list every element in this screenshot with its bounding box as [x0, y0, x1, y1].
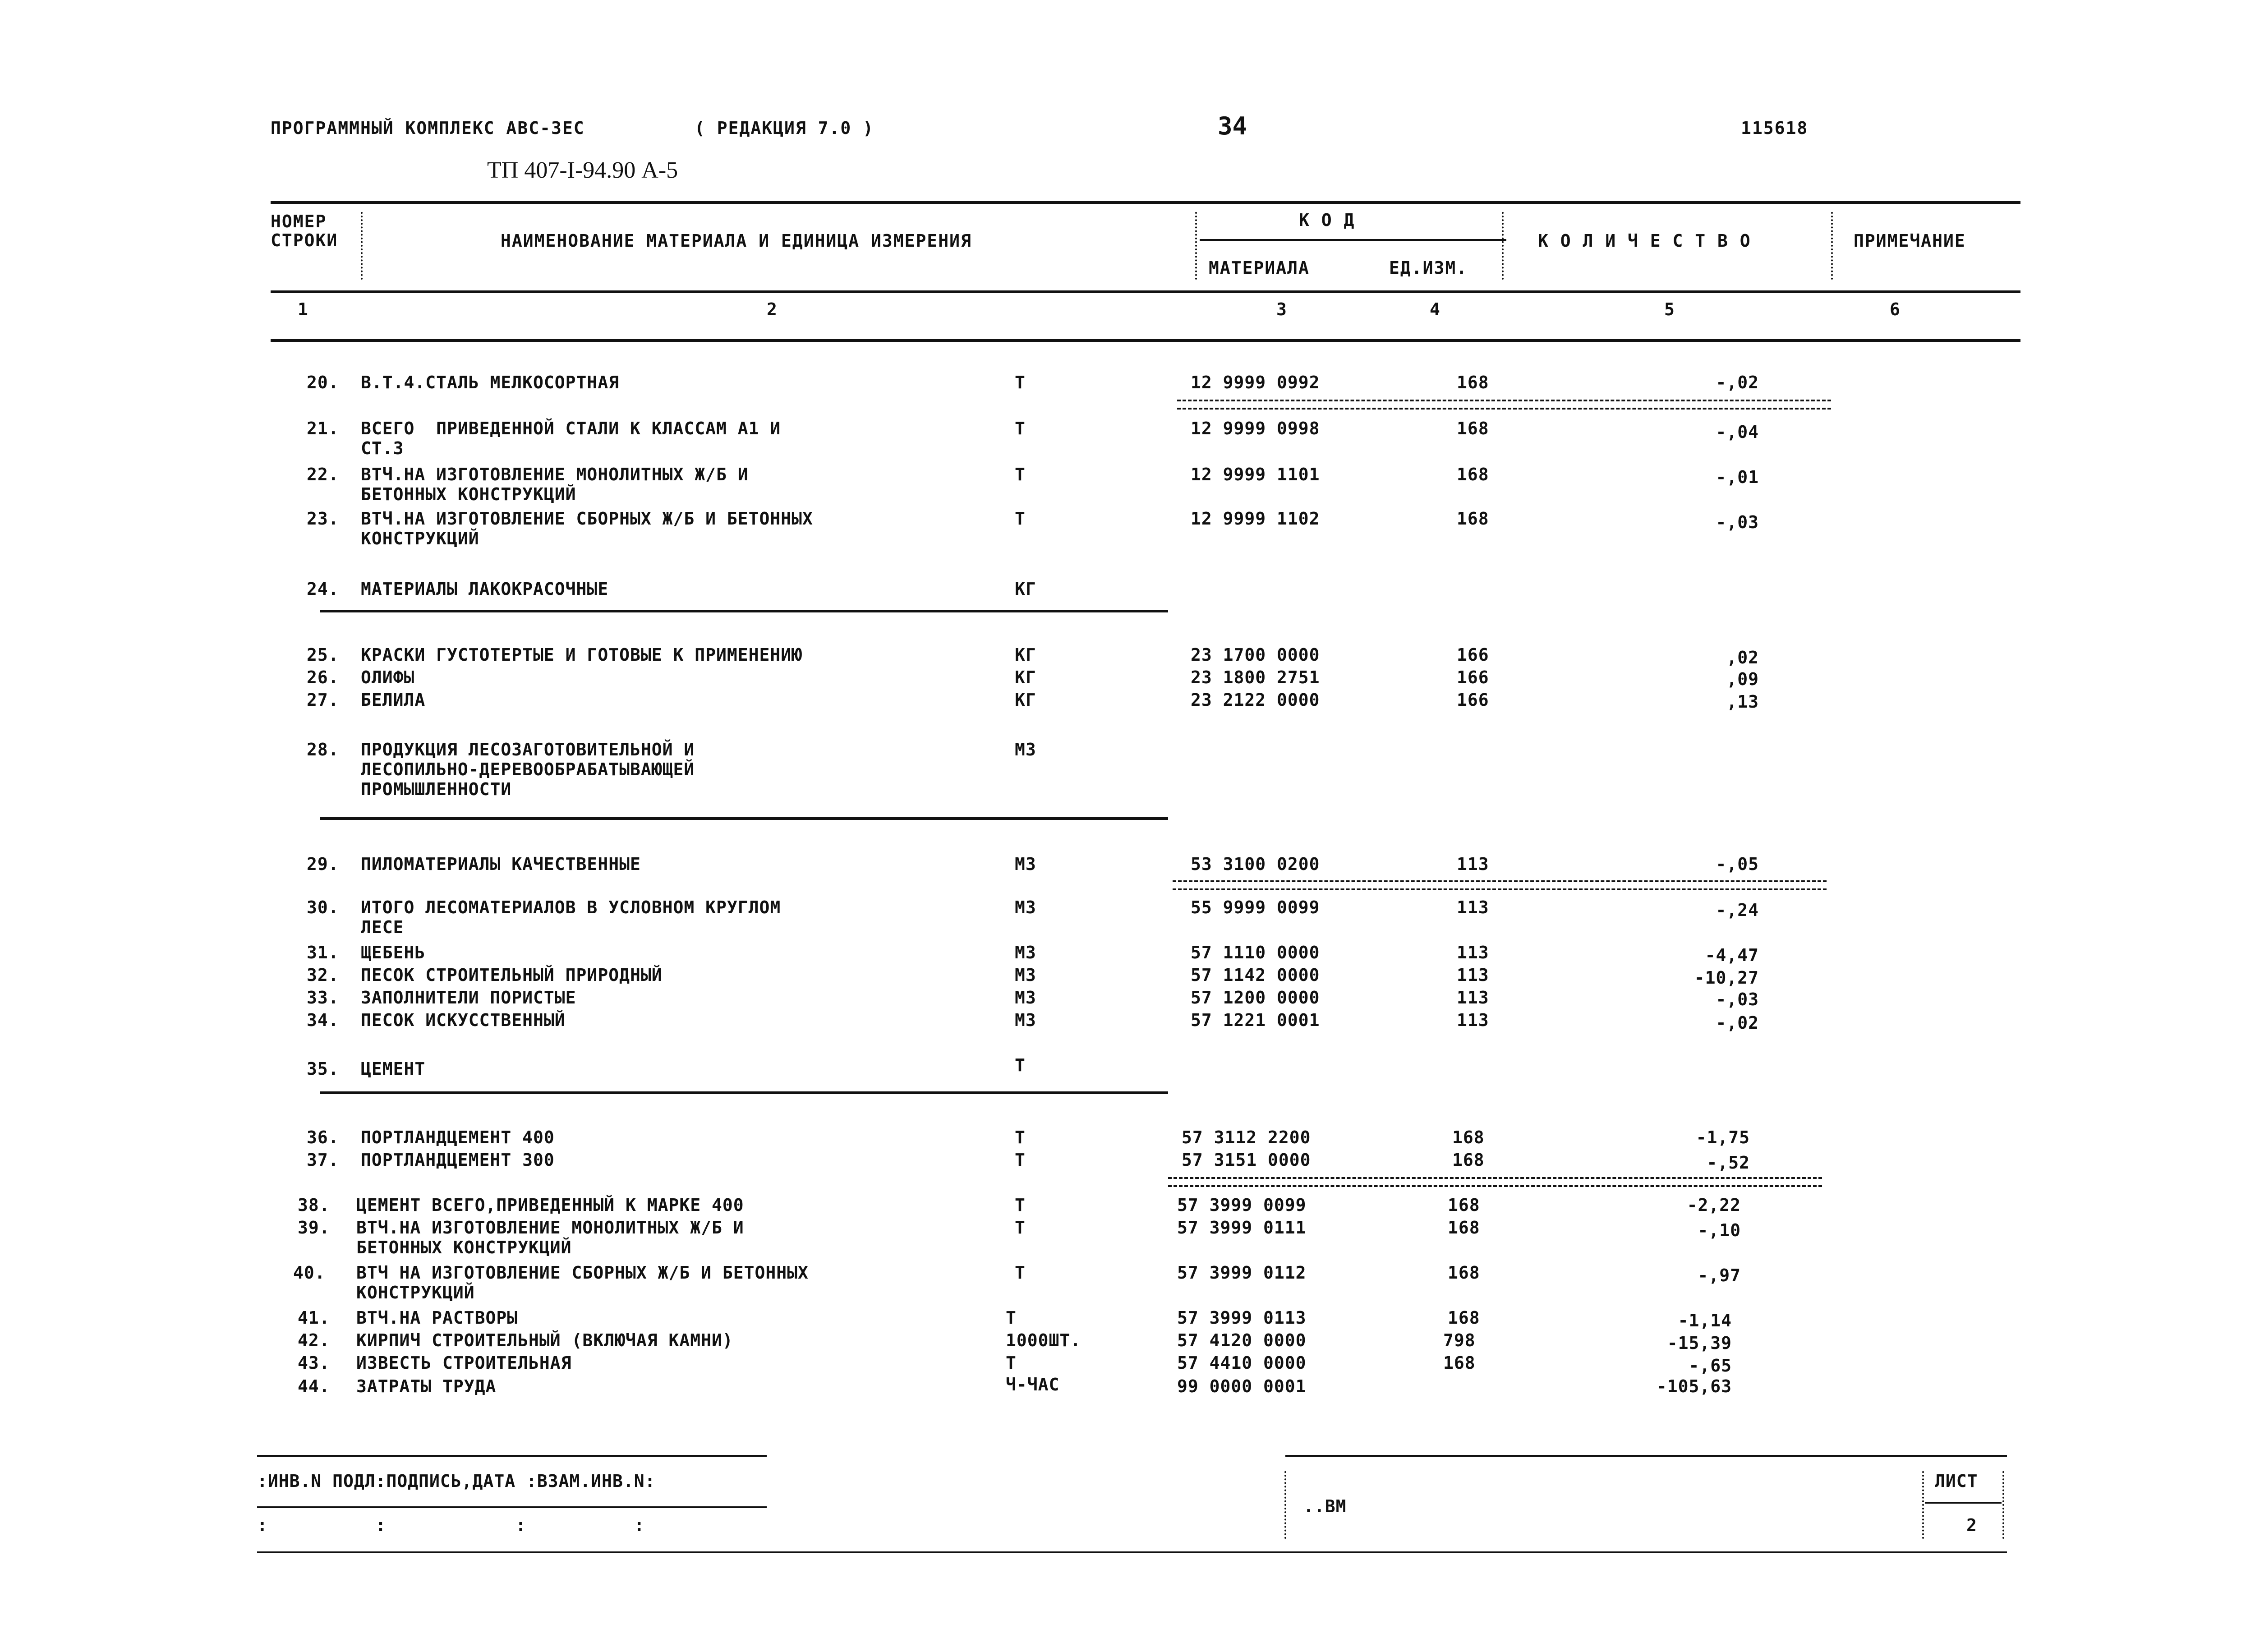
- row-number: 42.: [298, 1330, 330, 1350]
- row-qty: -,02: [1716, 1013, 1759, 1033]
- row-name: ПЕСОК СТРОИТЕЛЬНЫЙ ПРИРОДНЫЙ: [361, 965, 663, 985]
- row-unit: Т: [1015, 1218, 1026, 1238]
- row-code: 99 0000 0001: [1177, 1376, 1307, 1396]
- col-separator: [1195, 212, 1197, 280]
- row-ed: 168: [1452, 1150, 1485, 1170]
- row-code: 12 9999 0992: [1191, 373, 1320, 392]
- row-number: 35.: [307, 1059, 339, 1079]
- row-code: 57 3112 2200: [1182, 1127, 1311, 1147]
- double-rule: [1168, 1177, 1822, 1187]
- sheet-label: ЛИСТ: [1935, 1471, 1978, 1491]
- row-qty: -,97: [1698, 1265, 1741, 1285]
- row-name: ИЗВЕСТЬ СТРОИТЕЛЬНАЯ: [356, 1353, 572, 1373]
- row-unit: Т: [1015, 1150, 1026, 1170]
- row-code: 57 1110 0000: [1191, 943, 1320, 962]
- row-number: 23.: [307, 509, 339, 529]
- row-qty: -105,63: [1656, 1376, 1732, 1396]
- row-code: 55 9999 0099: [1191, 897, 1320, 917]
- titleblock-top-rule: [1285, 1455, 2007, 1457]
- row-qty: -,01: [1716, 467, 1759, 487]
- row-name: ПИЛОМАТЕРИАЛЫ КАЧЕСТВЕННЫЕ: [361, 854, 641, 874]
- row-code: 23 1700 0000: [1191, 645, 1320, 665]
- row-number: 28.: [307, 740, 339, 759]
- col-row-number-header: НОМЕР СТРОКИ: [271, 212, 338, 250]
- row-unit: Т: [1015, 1055, 1026, 1075]
- row-unit: Т: [1015, 509, 1026, 529]
- row-name: КИРПИЧ СТРОИТЕЛЬНЫЙ (ВКЛЮЧАЯ КАМНИ): [356, 1330, 733, 1350]
- row-number: 37.: [307, 1150, 339, 1170]
- row-name: ПЕСОК ИСКУССТВЕННЫЙ: [361, 1010, 566, 1030]
- row-qty: -1,75: [1696, 1127, 1750, 1147]
- row-code: 57 3999 0099: [1177, 1195, 1307, 1215]
- row-unit: Т: [1015, 1195, 1026, 1215]
- row-ed: 166: [1457, 690, 1489, 710]
- row-ed: 113: [1457, 854, 1489, 874]
- row-name: ВТЧ.НА ИЗГОТОВЛЕНИЕ МОНОЛИТНЫХ Ж/Б И БЕТОННЫХ КОНСТРУКЦИЙ: [356, 1218, 744, 1257]
- row-unit: Т: [1015, 465, 1026, 484]
- row-unit: Т: [1015, 373, 1026, 392]
- row-number: 44.: [298, 1376, 330, 1396]
- section-rule: [320, 610, 1168, 612]
- row-qty: -,10: [1698, 1220, 1741, 1240]
- row-number: 21.: [307, 419, 339, 438]
- row-unit: М3: [1015, 943, 1036, 962]
- row-unit: Т: [1015, 1127, 1026, 1147]
- row-name: МАТЕРИАЛЫ ЛАКОКРАСОЧНЫЕ: [361, 579, 609, 599]
- row-code: 57 1142 0000: [1191, 965, 1320, 985]
- sheet-number: 2: [1966, 1515, 1977, 1535]
- row-name: ЩЕБЕНЬ: [361, 943, 426, 962]
- col-separator: [1502, 212, 1504, 280]
- row-name: ВТЧ.НА ИЗГОТОВЛЕНИЕ СБОРНЫХ Ж/Б И БЕТОННЫХ КОНСТРУКЦИЙ: [361, 509, 813, 548]
- row-code: 57 4120 0000: [1177, 1330, 1307, 1350]
- row-number: 25.: [307, 645, 339, 665]
- row-unit: Т: [1006, 1353, 1017, 1373]
- row-code: 57 3999 0111: [1177, 1218, 1307, 1238]
- row-name: ЗАТРАТЫ ТРУДА: [356, 1376, 497, 1396]
- row-code: 23 1800 2751: [1191, 667, 1320, 687]
- col-num-3: 3: [1276, 299, 1288, 319]
- row-ed: 113: [1457, 943, 1489, 962]
- sheet-rule: [1925, 1502, 2002, 1504]
- row-number: 34.: [307, 1010, 339, 1030]
- row-qty: -,24: [1716, 900, 1759, 920]
- row-qty: ,09: [1726, 669, 1759, 689]
- row-unit: М3: [1015, 965, 1036, 985]
- section-rule: [320, 817, 1168, 820]
- row-name: ВТЧ НА ИЗГОТОВЛЕНИЕ СБОРНЫХ Ж/Б И БЕТОННЫХ КОНСТРУКЦИЙ: [356, 1263, 809, 1302]
- row-ed: 168: [1448, 1308, 1480, 1328]
- col-num-4: 4: [1430, 299, 1441, 319]
- titleblock-separator: [1284, 1471, 1286, 1539]
- edition-label: ( РЕДАКЦИЯ 7.0 ): [695, 118, 874, 138]
- row-code: 57 4410 0000: [1177, 1353, 1307, 1373]
- row-ed: 168: [1457, 465, 1489, 484]
- row-code: 23 2122 0000: [1191, 690, 1320, 710]
- row-number: 43.: [298, 1353, 330, 1373]
- row-ed: 113: [1457, 965, 1489, 985]
- row-number: 41.: [298, 1308, 330, 1328]
- stamp-top-rule: [257, 1455, 767, 1457]
- row-unit: Ч-ЧАС: [1006, 1375, 1060, 1394]
- row-code: 57 3151 0000: [1182, 1150, 1311, 1170]
- header-top-rule: [271, 201, 2020, 204]
- row-unit: М3: [1015, 854, 1036, 874]
- row-code: 57 3999 0112: [1177, 1263, 1307, 1283]
- row-ed: 168: [1457, 419, 1489, 438]
- footer-bottom-rule: [257, 1551, 2007, 1553]
- row-ed: 168: [1457, 373, 1489, 392]
- row-number: 31.: [307, 943, 339, 962]
- row-unit: Т: [1006, 1308, 1017, 1328]
- row-code: 57 3999 0113: [1177, 1308, 1307, 1328]
- row-unit: Т: [1015, 419, 1026, 438]
- row-name: ИТОГО ЛЕСОМАТЕРИАЛОВ В УСЛОВНОМ КРУГЛОМ ЛЕСЕ: [361, 897, 781, 937]
- double-rule: [1177, 400, 1831, 410]
- row-number: 27.: [307, 690, 339, 710]
- row-ed: 113: [1457, 988, 1489, 1008]
- row-name: ЦЕМЕНТ ВСЕГО,ПРИВЕДЕННЫЙ К МАРКЕ 400: [356, 1195, 744, 1215]
- row-unit: Т: [1015, 1263, 1026, 1283]
- row-unit: М3: [1015, 1010, 1036, 1030]
- page-number: 34: [1218, 112, 1247, 140]
- row-ed: 168: [1448, 1218, 1480, 1238]
- col-num-2: 2: [767, 299, 778, 319]
- row-ed: 168: [1448, 1263, 1480, 1283]
- row-name: ВТЧ.НА РАСТВОРЫ: [356, 1308, 518, 1328]
- row-qty: -2,22: [1687, 1195, 1741, 1215]
- row-ed: 113: [1457, 897, 1489, 917]
- row-code: 12 9999 1102: [1191, 509, 1320, 529]
- titleblock-code: ..ВМ: [1303, 1496, 1347, 1516]
- titleblock-separator: [2002, 1471, 2004, 1539]
- row-unit: КГ: [1015, 690, 1036, 710]
- row-qty: -,03: [1716, 512, 1759, 532]
- row-unit: М3: [1015, 740, 1036, 759]
- row-name: ПРОДУКЦИЯ ЛЕСОЗАГОТОВИТЕЛЬНОЙ И ЛЕСОПИЛЬНО-ДЕРЕВООБРАБАТЫВАЮЩЕЙ ПРОМЫШЛЕННОСТИ: [361, 740, 695, 799]
- row-qty: -4,47: [1705, 945, 1759, 965]
- row-ed: 168: [1443, 1353, 1476, 1373]
- row-ed: 798: [1443, 1330, 1476, 1350]
- row-name: ПОРТЛАНДЦЕМЕНТ 400: [361, 1127, 555, 1147]
- row-name: ВТЧ.НА ИЗГОТОВЛЕНИЕ МОНОЛИТНЫХ Ж/Б И БЕТОННЫХ КОНСТРУКЦИЙ: [361, 465, 749, 504]
- col-separator: [361, 212, 363, 280]
- row-number: 40.: [293, 1263, 326, 1283]
- row-name: ПОРТЛАНДЦЕМЕНТ 300: [361, 1150, 555, 1170]
- col-num-6: 6: [1890, 299, 1901, 319]
- row-name: ЦЕМЕНТ: [361, 1059, 426, 1079]
- row-number: 24.: [307, 579, 339, 599]
- col-separator: [1831, 212, 1833, 280]
- row-name: КРАСКИ ГУСТОТЕРТЫЕ И ГОТОВЫЕ К ПРИМЕНЕНИЮ: [361, 645, 802, 665]
- stamp-header: :ИНВ.N ПОДЛ:ПОДПИСЬ,ДАТА :ВЗАМ.ИНВ.N:: [257, 1471, 656, 1491]
- row-unit: КГ: [1015, 645, 1036, 665]
- row-ed: 168: [1448, 1195, 1480, 1215]
- col-note-header: ПРИМЕЧАНИЕ: [1854, 231, 1966, 251]
- row-number: 30.: [307, 897, 339, 917]
- row-ed: 168: [1457, 509, 1489, 529]
- titleblock-separator: [1922, 1471, 1924, 1539]
- row-qty: -15,39: [1667, 1333, 1732, 1353]
- row-ed: 168: [1452, 1127, 1485, 1147]
- row-qty: -,05: [1716, 854, 1759, 874]
- row-qty: ,02: [1726, 648, 1759, 667]
- col-material-header: МАТЕРИАЛА: [1209, 258, 1310, 278]
- row-qty: -10,27: [1694, 968, 1759, 988]
- double-rule: [1173, 880, 1827, 890]
- row-ed: 166: [1457, 667, 1489, 687]
- col-unit-header: ЕД.ИЗМ.: [1389, 258, 1468, 278]
- row-code: 12 9999 0998: [1191, 419, 1320, 438]
- col-name-header: НАИМЕНОВАНИЕ МАТЕРИАЛА И ЕДИНИЦА ИЗМЕРЕНИЯ: [501, 231, 972, 251]
- row-number: 26.: [307, 667, 339, 687]
- col-code-header: К О Д: [1299, 210, 1355, 230]
- project-code: ТП 407-I-94.90 А-5: [487, 157, 678, 183]
- header-bottom-rule: [271, 339, 2020, 342]
- row-name: ВСЕГО ПРИВЕДЕННОЙ СТАЛИ К КЛАССАМ А1 И СТ.3: [361, 419, 781, 458]
- row-qty: -,52: [1707, 1153, 1750, 1173]
- row-name: ОЛИФЫ: [361, 667, 415, 687]
- row-name: ЗАПОЛНИТЕЛИ ПОРИСТЫЕ: [361, 988, 576, 1008]
- row-qty: -,02: [1716, 373, 1759, 392]
- row-number: 32.: [307, 965, 339, 985]
- row-unit: КГ: [1015, 667, 1036, 687]
- header-mid-rule: [271, 290, 2020, 293]
- row-number: 36.: [307, 1127, 339, 1147]
- row-qty: -,65: [1689, 1356, 1732, 1376]
- stamp-cells: : : : :: [257, 1515, 645, 1535]
- row-ed: 113: [1457, 1010, 1489, 1030]
- row-unit: 1000ШТ.: [1006, 1330, 1081, 1350]
- row-qty: -1,14: [1678, 1311, 1732, 1330]
- program-title: ПРОГРАММНЫЙ КОМПЛЕКС АВС-3ЕС: [271, 118, 585, 138]
- col-num-1: 1: [298, 299, 309, 319]
- row-qty: ,13: [1726, 692, 1759, 712]
- row-qty: -,04: [1716, 422, 1759, 442]
- row-name: БЕЛИЛА: [361, 690, 426, 710]
- row-name: В.Т.4.СТАЛЬ МЕЛКОСОРТНАЯ: [361, 373, 620, 392]
- row-qty: -,03: [1716, 989, 1759, 1009]
- row-code: 57 1200 0000: [1191, 988, 1320, 1008]
- section-rule: [320, 1091, 1168, 1094]
- row-unit: М3: [1015, 897, 1036, 917]
- row-code: 12 9999 1101: [1191, 465, 1320, 484]
- row-number: 33.: [307, 988, 339, 1008]
- stamp-mid-rule: [257, 1506, 767, 1508]
- row-unit: М3: [1015, 988, 1036, 1008]
- document-number: 115618: [1741, 118, 1809, 138]
- col-num-5: 5: [1664, 299, 1675, 319]
- row-number: 20.: [307, 373, 339, 392]
- code-split-rule: [1200, 239, 1506, 241]
- col-quantity-header: К О Л И Ч Е С Т В О: [1538, 231, 1751, 251]
- row-number: 39.: [298, 1218, 330, 1238]
- row-number: 38.: [298, 1195, 330, 1215]
- row-unit: КГ: [1015, 579, 1036, 599]
- row-number: 22.: [307, 465, 339, 484]
- row-code: 53 3100 0200: [1191, 854, 1320, 874]
- row-number: 29.: [307, 854, 339, 874]
- row-ed: 166: [1457, 645, 1489, 665]
- row-code: 57 1221 0001: [1191, 1010, 1320, 1030]
